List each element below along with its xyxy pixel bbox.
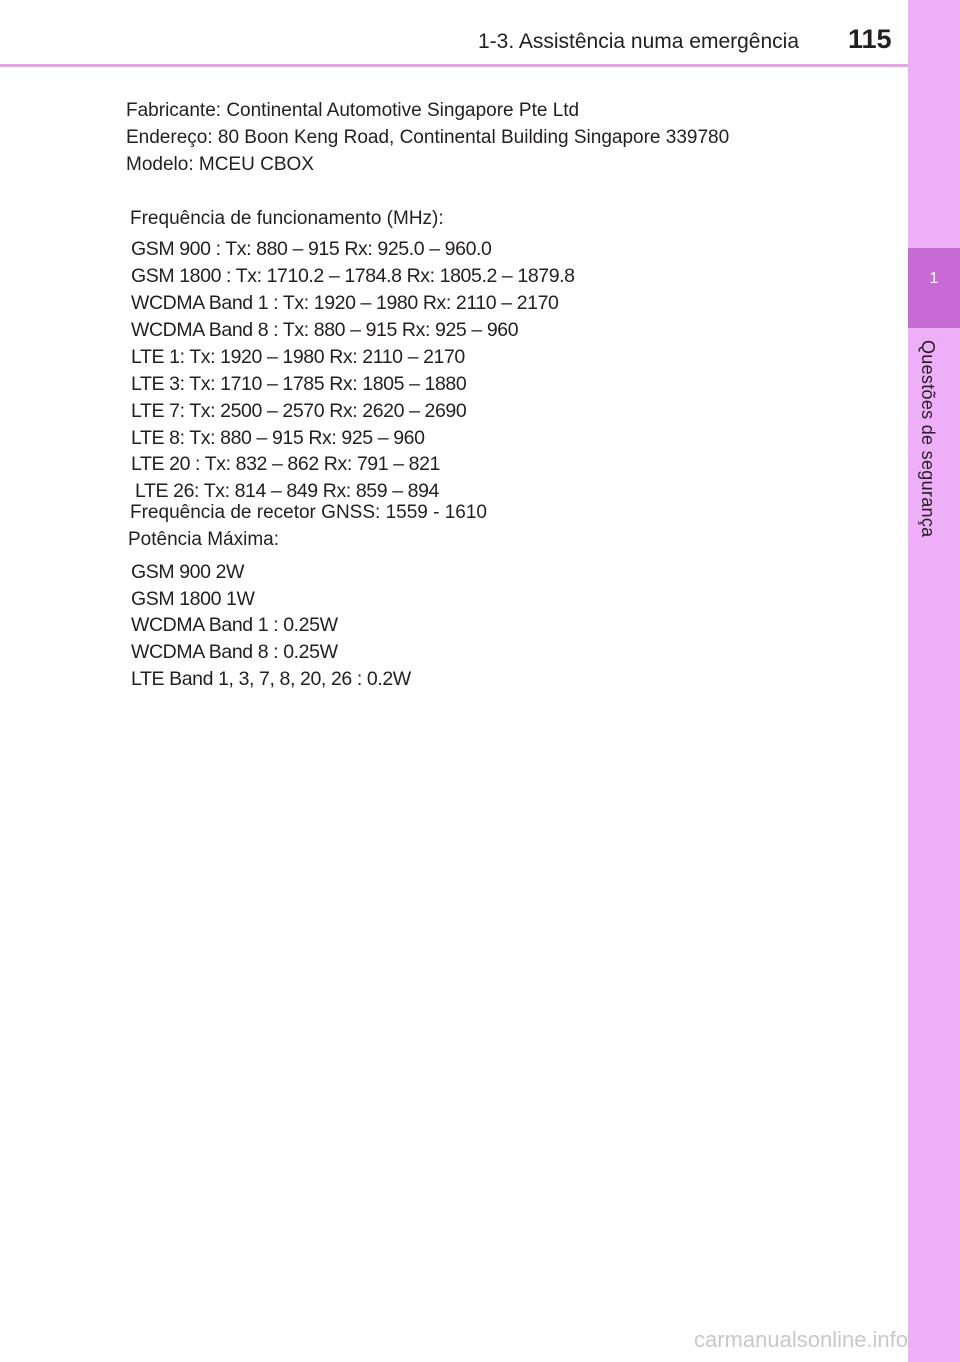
page-number: 115: [848, 24, 892, 54]
chapter-tab-active[interactable]: [908, 248, 960, 328]
watermark: carmanualsonline.info: [694, 1327, 909, 1352]
frequency-line: LTE 26: Tx: 814 – 849 Rx: 859 – 894: [135, 480, 439, 502]
chapter-label: Questões de segurança: [918, 340, 938, 538]
frequency-line: WCDMA Band 8 : Tx: 880 – 915 Rx: 925 – 960: [131, 319, 519, 341]
section-title: 1-3. Assistência numa emergência: [478, 30, 799, 53]
frequency-line: LTE 8: Tx: 880 – 915 Rx: 925 – 960: [131, 427, 425, 449]
frequency-line: LTE 20 : Tx: 832 – 862 Rx: 791 – 821: [131, 453, 441, 475]
frequency-line: LTE 3: Tx: 1710 – 1785 Rx: 1805 – 1880: [131, 373, 467, 395]
power-line: WCDMA Band 8 : 0.25W: [131, 641, 338, 663]
power-line: GSM 900 2W: [131, 561, 245, 583]
manufacturer-line: Fabricante: Continental Automotive Singapore Pte Ltd: [126, 100, 580, 121]
frequency-line: LTE 7: Tx: 2500 – 2570 Rx: 2620 – 2690: [131, 400, 467, 422]
chapter-side-tab: [908, 0, 960, 1362]
power-heading: Potência Máxima:: [128, 529, 280, 550]
header-rule: [0, 64, 908, 67]
power-line: WCDMA Band 1 : 0.25W: [131, 614, 338, 636]
chapter-number: 1: [929, 270, 939, 287]
gnss-line: Frequência de recetor GNSS: 1559 - 1610: [130, 502, 487, 523]
power-line: GSM 1800 1W: [131, 588, 255, 610]
frequency-heading: Frequência de funcionamento (MHz):: [130, 208, 444, 229]
frequency-line: GSM 900 : Tx: 880 – 915 Rx: 925.0 – 960.0: [131, 238, 492, 260]
power-line: LTE Band 1, 3, 7, 8, 20, 26 : 0.2W: [131, 668, 411, 690]
frequency-line: WCDMA Band 1 : Tx: 1920 – 1980 Rx: 2110 – 2170: [131, 292, 559, 314]
model-line: Modelo: MCEU CBOX: [126, 154, 314, 175]
address-line: Endereço: 80 Boon Keng Road, Continental Building Singapore 339780: [126, 127, 730, 148]
frequency-line: LTE 1: Tx: 1920 – 1980 Rx: 2110 – 2170: [131, 346, 465, 368]
frequency-line: GSM 1800 : Tx: 1710.2 – 1784.8 Rx: 1805.2 – 1879.8: [131, 265, 575, 287]
